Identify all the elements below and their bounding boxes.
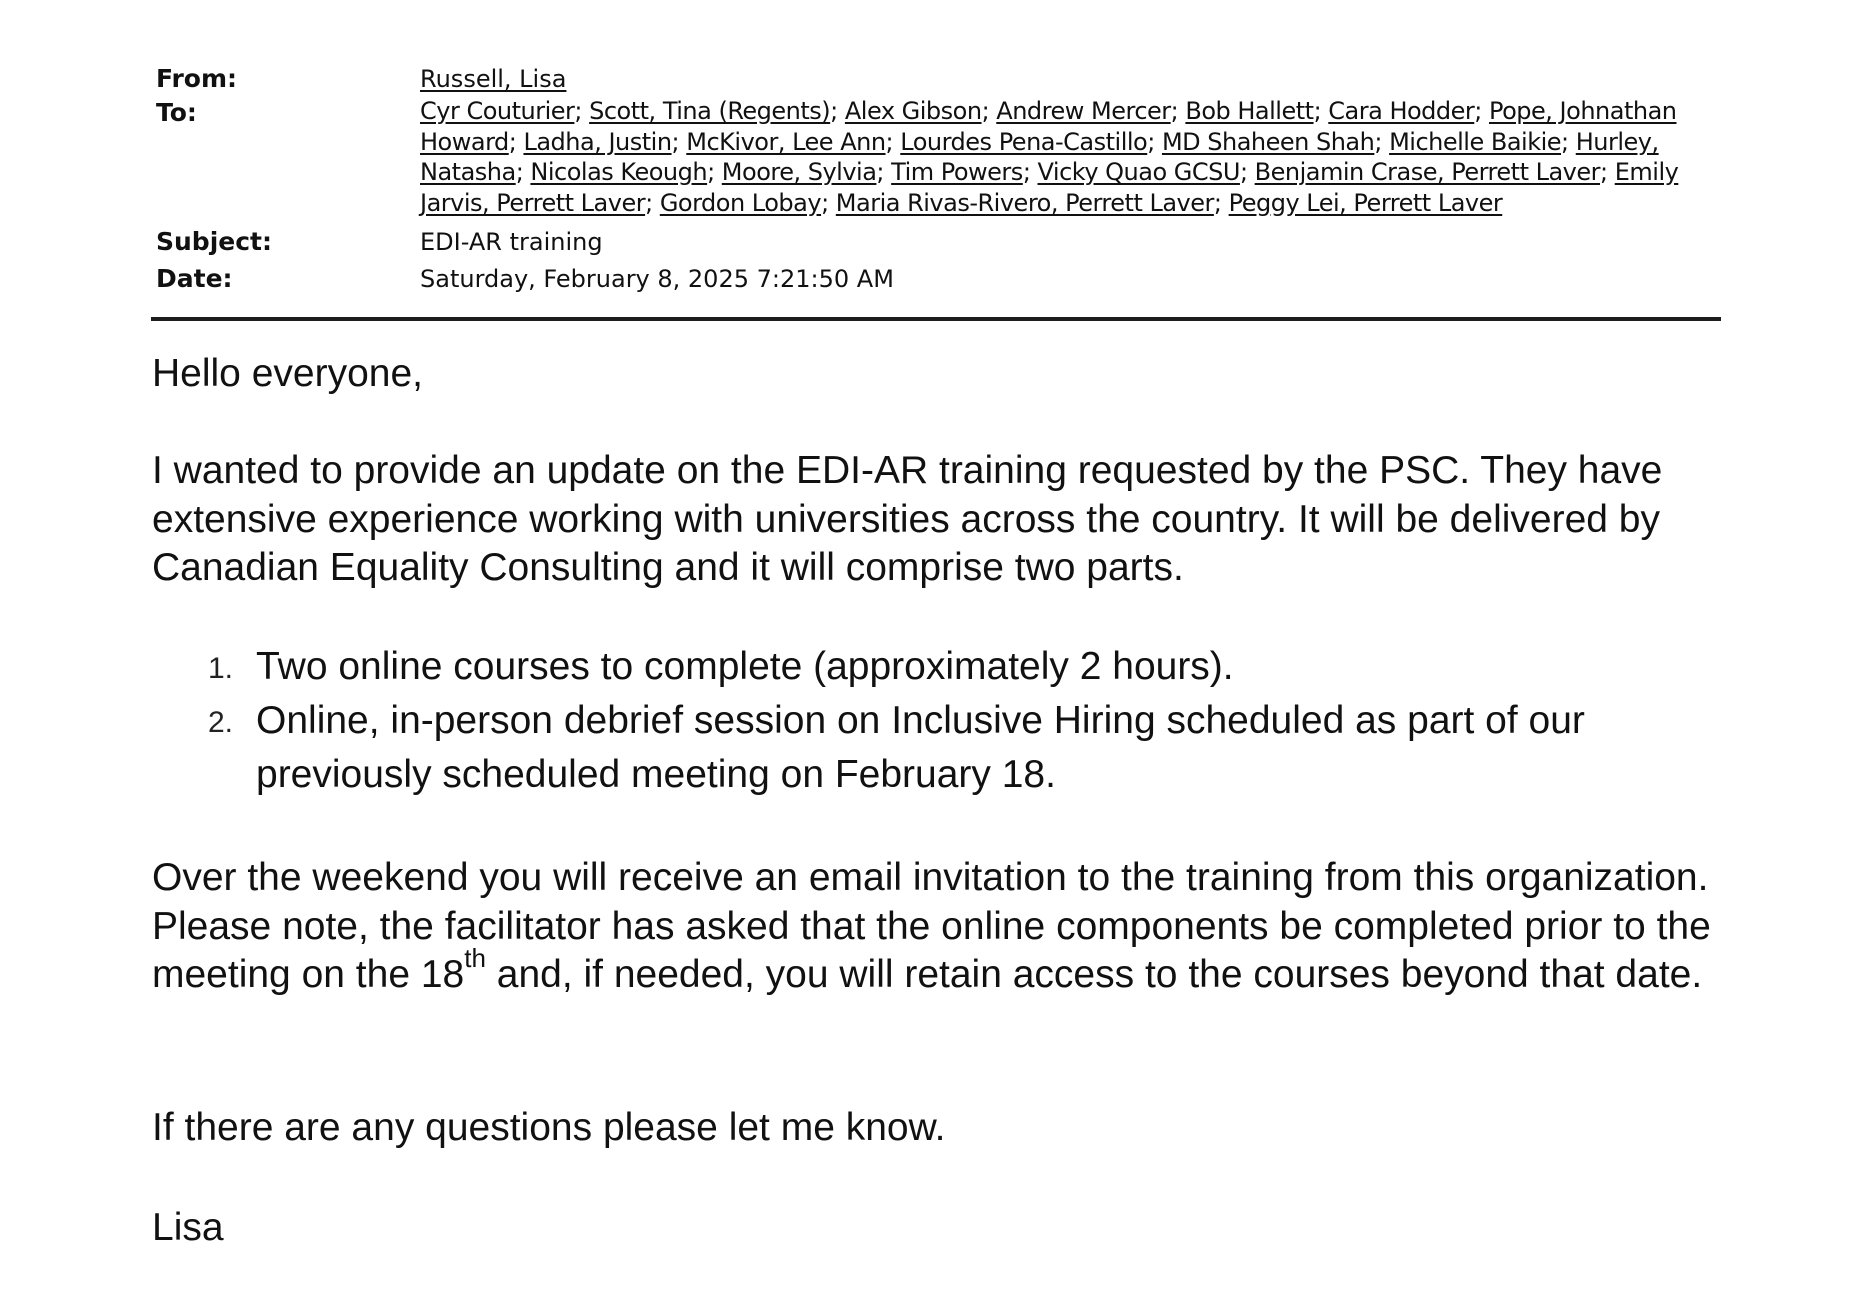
recipient-link[interactable]: MD Shaheen Shah (1161, 127, 1375, 156)
recipient-link[interactable]: Pope, Johnathan Howard (420, 97, 1677, 156)
recipient-link[interactable]: Michelle Baikie (1389, 127, 1562, 156)
recipient-link[interactable]: Gordon Lobay (659, 188, 822, 217)
list-item (200, 640, 1700, 694)
recipient-link[interactable]: Lourdes Pena-Castillo (900, 127, 1148, 156)
recipient-link[interactable]: Peggy Lei, Perrett Laver (1228, 188, 1503, 217)
recipient-link[interactable]: Scott, Tina (Regents) (589, 97, 831, 125)
body-paragraph-2 (152, 854, 1742, 1000)
recipient-link[interactable]: Vicky Quao GCSU (1037, 158, 1240, 186)
recipient-link[interactable]: Tim Powers (891, 158, 1023, 186)
recipient-link[interactable]: Emily Jarvis, Perrett Laver (420, 158, 1679, 217)
signature: Lisa (152, 1206, 224, 1249)
recipient-link[interactable]: Maria Rivas-Rivero, Perrett Laver (835, 188, 1214, 217)
recipient-link[interactable]: Ladha, Justin (523, 127, 672, 156)
body-paragraph-1: I wanted to provide an update on the EDI-AR training requested by the PSC. They have extensive experience working with universities across the country. It will be delivered by Canadian Equality Consulting and it will comprise two parts. (152, 449, 1663, 589)
para2-text-after: and, if needed, you will retain access to the courses beyond that date. (485, 953, 1703, 996)
to-recipient-list: Cyr Couturier; Scott, Tina (Regents); Alex Gibson; Andrew Mercer; Bob Hallett; Cara Hodder; Pope, Johnathan Howard; Ladha, Justin; McKivor, Lee Ann; Lourdes Pena-Castillo; MD Shaheen Shah; Michelle Baikie; Hurley, Natasha; Nicolas Keough; Moore, Sylvia; Tim Powers; Vicky Quao GCSU; Benjamin Crase, Perrett Laver; Emily Jarvis, Perrett Laver; Gordon Lobay; Maria Rivas-Rivero, Perrett Laver; Peggy Lei, Perrett Laver (420, 97, 1679, 217)
subject-value: EDI-AR training (420, 228, 603, 256)
body-paragraph-3: If there are any questions please let me know. (152, 1106, 946, 1149)
recipient-link[interactable]: McKivor, Lee Ann (686, 127, 886, 156)
recipient-link[interactable]: Hurley, Natasha (420, 127, 1659, 186)
header-divider (151, 317, 1721, 321)
to-label: To: (156, 98, 197, 127)
date-value: Saturday, February 8, 2025 7:21:50 AM (420, 265, 894, 293)
subject-label: Subject: (156, 227, 272, 256)
date-label: Date: (156, 264, 233, 293)
from-label: From: (156, 64, 238, 93)
ordinal-suffix: th (464, 943, 486, 973)
greeting: Hello everyone, (152, 352, 423, 395)
recipient-link[interactable]: Cara Hodder (1328, 97, 1475, 125)
recipient-link[interactable]: Benjamin Crase, Perrett Laver (1254, 158, 1601, 186)
recipient-link[interactable]: Cyr Couturier (420, 97, 575, 125)
list-item (200, 694, 1700, 802)
list-number: 1. (208, 652, 234, 685)
recipient-link[interactable]: Moore, Sylvia (721, 158, 877, 186)
recipient-link[interactable]: Alex Gibson (844, 97, 982, 125)
list-item-text: Two online courses to complete (approximately 2 hours). (256, 645, 1234, 688)
recipient-link[interactable]: Nicolas Keough (530, 158, 708, 186)
recipient-link[interactable]: Andrew Mercer (996, 97, 1171, 125)
list-item-text: Online, in-person debrief session on Inclusive Hiring scheduled as part of our previously scheduled meeting on February 18. (256, 699, 1585, 796)
list-number: 2. (208, 706, 234, 739)
from-sender-link[interactable]: Russell, Lisa (420, 65, 567, 93)
para2-text-before: Over the weekend you will receive an email invitation to the training from this organization. Please note, the facilitator has asked that the online components be completed prior to the meeting on the 18 (152, 856, 1711, 996)
numbered-list (200, 640, 1700, 802)
recipient-link[interactable]: Bob Hallett (1185, 97, 1314, 125)
